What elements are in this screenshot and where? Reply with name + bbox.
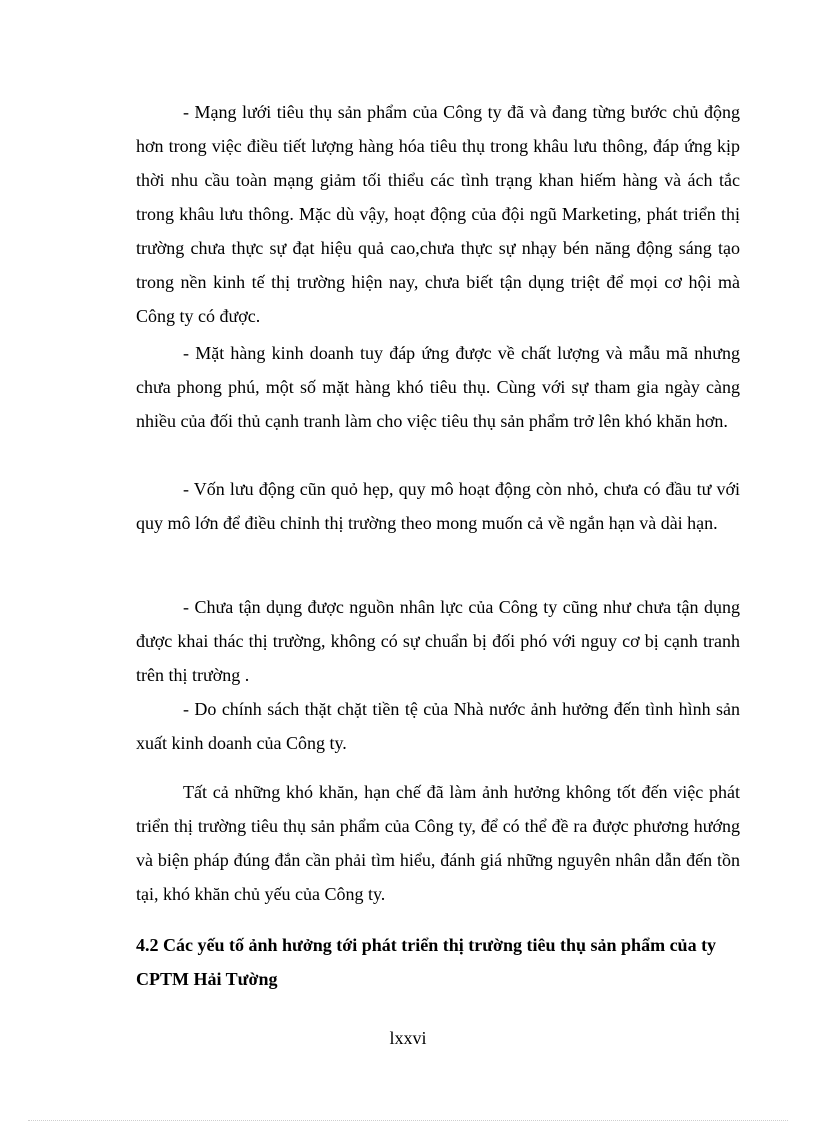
- paragraph-monetary-policy: - Do chính sách thặt chặt tiền tệ của Nhà nước ảnh hưởng đến tình hình sản xuất kinh doanh của Công ty.: [136, 699, 740, 753]
- section-heading: 4.2 Các yếu tố ảnh hưởng tới phát triển thị trường tiêu thụ sản phẩm của ty CPTM Hải Tường: [136, 935, 717, 989]
- paragraph-distribution-network: - Mạng lưới tiêu thụ sản phẩm của Công ty đã và đang từng bước chủ động hơn trong việc điều tiết lượng hàng hóa tiêu thụ trong khâu lưu thông, đáp ứng kịp thời nhu cầu toàn mạng giảm tối thiểu các tình trạng khan hiếm hàng và ách tắc trong khâu lưu thông. Mặc dù vậy, hoạt động của đội ngũ Marketing, phát triển thị trường chưa thực sự đạt hiệu quả cao,chưa thực sự nhạy bén năng động sáng tạo trong nền kinh tế thị trường hiện nay, chưa biết tận dụng triệt để mọi cơ hội mà Công ty có được.: [136, 102, 740, 326]
- paragraph-working-capital: - Vốn lưu động cũn quỏ hẹp, quy mô hoạt động còn nhỏ, chưa có đầu tư với quy mô lớn để điều chỉnh thị trường theo mong muốn cả về ngắn hạn và dài hạn.: [136, 479, 740, 533]
- paragraph-summary: Tất cả những khó khăn, hạn chế đã làm ảnh hưởng không tốt đến việc phát triển thị trường tiêu thụ sản phẩm của Công ty, để có thể đề ra được phương hướng và biện pháp đúng đắn cần phải tìm hiểu, đánh giá những nguyên nhân dẫn đến tồn tại, khó khăn chủ yếu của Công ty.: [136, 782, 740, 904]
- paragraph-human-resources: - Chưa tận dụng được nguồn nhân lực của Công ty cũng như chưa tận dụng được khai thác thị trường, không có sự chuẩn bị đối phó với nguy cơ bị cạnh tranh trên thị trường .: [136, 597, 740, 685]
- page-bottom-divider: [28, 1120, 788, 1121]
- paragraph-product-range: - Mặt hàng kinh doanh tuy đáp ứng được về chất lượng và mẫu mã nhưng chưa phong phú, một số mặt hàng khó tiêu thụ. Cùng với sự tham gia ngày càng nhiều của đối thủ cạnh tranh làm cho việc tiêu thụ sản phẩm trở lên khó khăn hơn.: [136, 343, 740, 431]
- page-number: lxxvi: [389, 1028, 427, 1048]
